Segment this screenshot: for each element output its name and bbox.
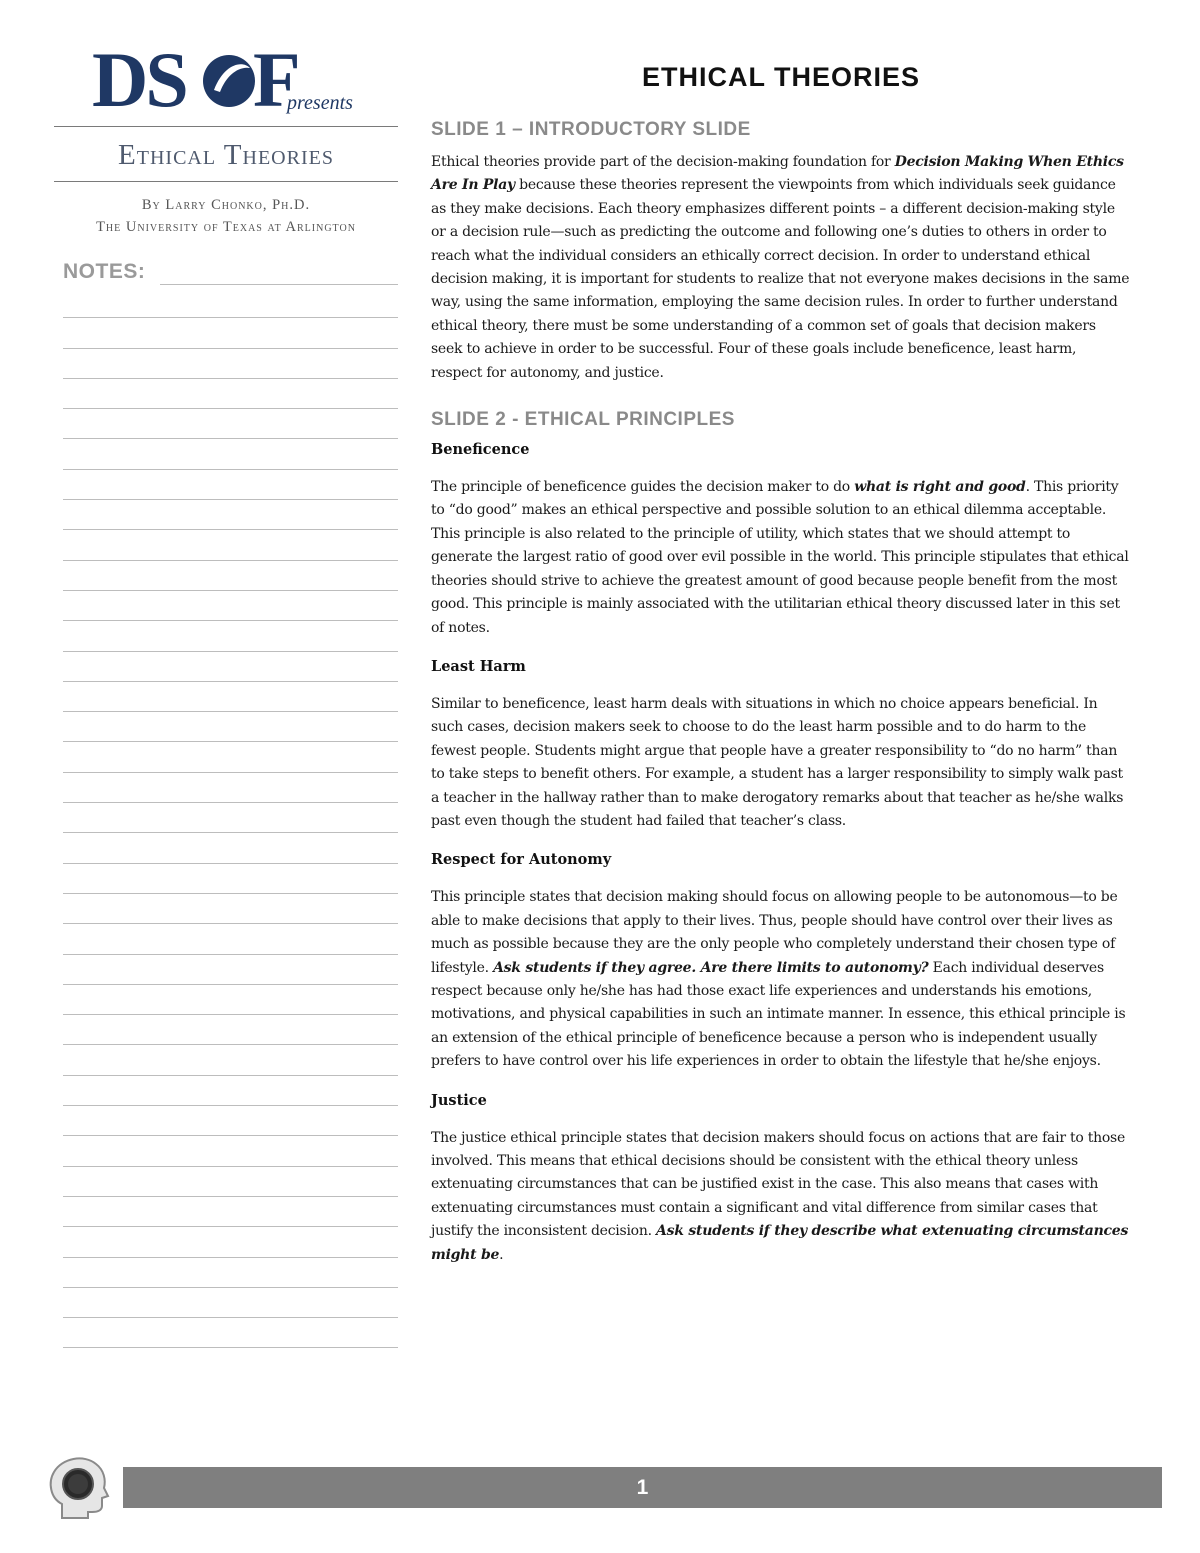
notes-line	[63, 833, 398, 863]
notes-line	[63, 1227, 398, 1257]
svg-text:presents: presents	[287, 92, 353, 114]
author: By Larry Chonko, Ph.D.	[141, 197, 311, 213]
notes-line	[63, 924, 398, 954]
notes-line	[63, 621, 398, 651]
notes-line	[63, 864, 398, 894]
least-harm-paragraph: Similar to beneficence, least harm deals with situations in which no choice appears beneficial. In such cases, decision makers seek to choose to do the least harm possible and to do harm to the fewest people. Students might argue that people have a greater responsibility to “do no harm” than to take steps to benefit others. For example, a student has a larger responsibility to simply walk past a teacher in the hallway rather than to make derogatory remarks about that teacher as he/she walks past even though the student had failed that teacher’s class.	[431, 695, 1124, 829]
slide-2-heading: SLIDE 2 - ETHICAL PRINCIPLES	[431, 409, 735, 431]
notes-header	[63, 258, 398, 288]
notes-line	[63, 1045, 398, 1075]
notes-lines	[63, 288, 398, 1348]
notes-line	[63, 349, 398, 379]
notes-line	[63, 500, 398, 530]
notes-line	[63, 985, 398, 1015]
notes-line	[63, 742, 398, 772]
notes-line	[63, 1076, 398, 1106]
notes-line	[63, 1197, 398, 1227]
byline	[54, 194, 398, 238]
notes-line	[63, 1167, 398, 1197]
least-harm-heading: Least Harm	[431, 657, 526, 675]
notes-line	[63, 561, 398, 591]
notes-label: NOTES:	[63, 260, 146, 283]
sidebar-title: Ethical Theories	[118, 139, 334, 171]
justice-heading: Justice	[431, 1091, 487, 1109]
footer-bar	[123, 1467, 1162, 1508]
notes-line	[63, 591, 398, 621]
institution: The University of Texas at Arlington	[96, 219, 356, 235]
notes-line	[63, 894, 398, 924]
beneficence-paragraph: The principle of beneficence guides the decision maker to do what is right and good. This priority to “do good” makes an ethical perspective and possible solution to an ethical dilemma acceptable. This principle is also related to the principle of utility, which states that we should attempt to generate the largest ratio of good over evil possible in the world. This principle stipulates that ethical theories should strive to achieve the greatest amount of good because people benefit from the most good. This principle is mainly associated with the utilitarian ethical theory discussed later in this set of notes.	[431, 479, 1129, 636]
notes-line	[63, 318, 398, 348]
notes-line	[63, 1318, 398, 1348]
autonomy-paragraph: This principle states that decision making should focus on allowing people to be autonomous—to be able to make decisions that apply to their lives. Thus, people should have control over their lives as much as possible because they are the only people who completely understand their chosen type of lifestyle. Ask students if they agree. Are there limits to autonomy? Each individual deserves respect because only he/she has had those exact life experiences and understands his emotions, motivations, and physical capabilities in such an intimate manner. In essence, this ethical principle is an extension of the ethical principle of beneficence because a person who is independent usually prefers to have control over his life experiences in order to obtain the lifestyle that he/she enjoys.	[431, 889, 1126, 1070]
main-content	[431, 62, 1131, 1267]
notes-line	[63, 470, 398, 500]
svg-text:F: F	[253, 44, 301, 116]
notes-line	[63, 773, 398, 803]
divider	[54, 181, 398, 182]
notes-line	[63, 379, 398, 409]
notes-line	[63, 1288, 398, 1318]
notes-line	[63, 288, 398, 318]
notes-line	[63, 955, 398, 985]
head-compass-icon	[44, 1452, 112, 1524]
slide-1-heading: SLIDE 1 – INTRODUCTORY SLIDE	[431, 119, 751, 140]
sidebar	[54, 44, 398, 1348]
notes-line	[63, 1106, 398, 1136]
notes-line	[63, 439, 398, 469]
justice-paragraph: The justice ethical principle states that decision makers should focus on actions that are fair to those involved. This means that ethical decisions should be consistent with the ethical theory unless extenuating circumstances that can be justified exist in the case. This also means that cases with extenuating circumstances must contain a significant and vital difference from similar cases that justify the inconsistent decision. Ask students if they describe what extenuating circumstances might be.	[431, 1129, 1129, 1263]
notes-line	[63, 1258, 398, 1288]
notes-line	[160, 284, 398, 285]
autonomy-heading: Respect for Autonomy	[431, 851, 612, 869]
notes-line	[63, 682, 398, 712]
dsef-logo	[54, 44, 398, 116]
notes-line	[63, 1015, 398, 1045]
notes-line	[63, 712, 398, 742]
notes-line	[63, 652, 398, 682]
document-title: ETHICAL THEORIES	[641, 62, 921, 92]
notes-line	[63, 530, 398, 560]
notes-line	[63, 1136, 398, 1166]
notes-line	[63, 409, 398, 439]
page-number: 1	[636, 1476, 649, 1499]
beneficence-heading: Beneficence	[431, 441, 530, 459]
slide-1-paragraph: Ethical theories provide part of the decision-making foundation for Decision Making When Ethics Are In Play because these theories represent the viewpoints from which individuals seek guidance as they make decisions. Each theory emphasizes different points – a different decision-making style or a decision rule—such as predicting the outcome and following one’s duties to others in order to reach what the individual considers an ethically correct decision. In order to understand ethical decision making, it is important for students to realize that not everyone makes decisions in the same way, using the same information, employing the same decision rules. In order to further understand ethical theory, there must be some understanding of a common set of goals that decision makers seek to achieve in order to be successful. Four of these goals include beneficence, least harm, respect for autonomy, and justice.	[431, 154, 1130, 381]
svg-text:DS: DS	[92, 44, 186, 116]
notes-line	[63, 803, 398, 833]
